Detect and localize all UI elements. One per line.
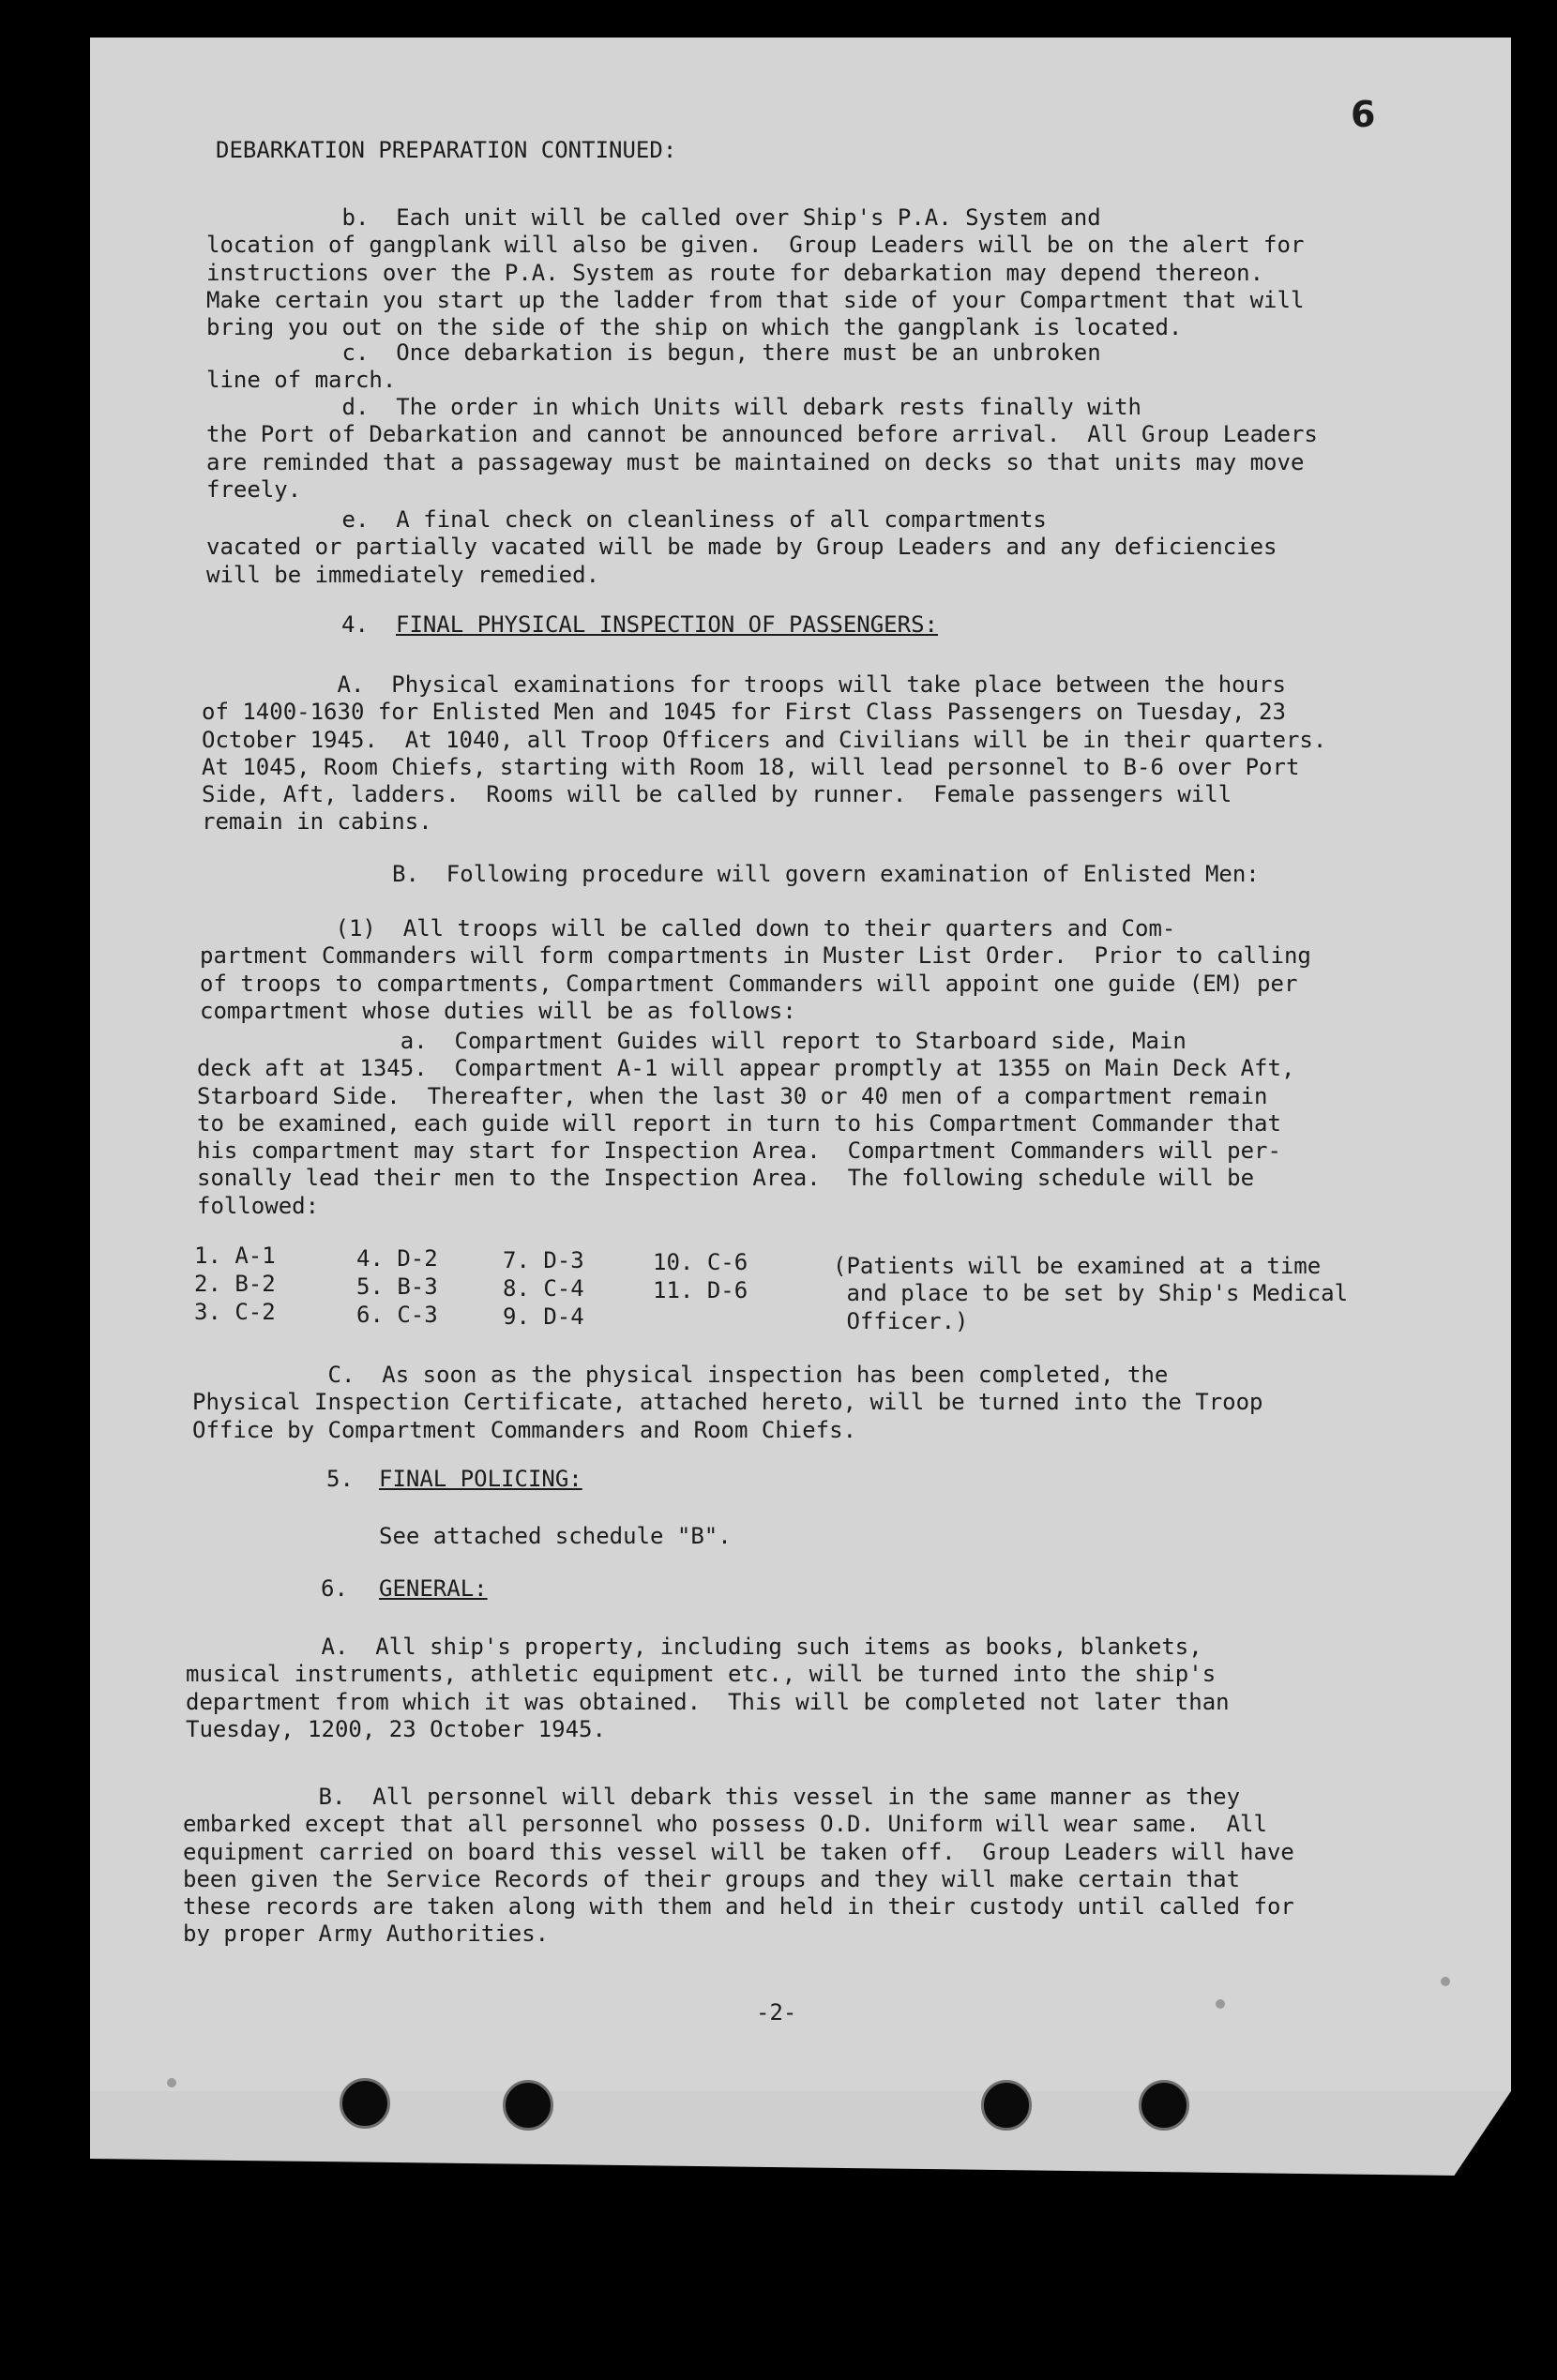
schedule-entry: 3. xyxy=(194,1299,221,1325)
punch-hole xyxy=(340,2078,390,2129)
schedule-compartment: C-3 xyxy=(397,1302,438,1328)
schedule-compartment: D-4 xyxy=(543,1303,584,1330)
section-4-paragraph-b-intro: B. Following procedure will govern examination of Enlisted Men: xyxy=(392,861,1260,887)
paragraph-e: e. A final check on cleanliness of all compartments vacated or partially vacated will be made by Group Leaders and any deficiencies will be immediately remedied. xyxy=(206,506,1277,588)
schedule-entry: 11. xyxy=(653,1277,694,1303)
schedule-compartment: C-6 xyxy=(706,1249,748,1275)
section-5-text: See attached schedule "B". xyxy=(379,1523,732,1549)
schedule-entry: 7. xyxy=(503,1247,530,1273)
schedule-compartment: D-2 xyxy=(397,1245,438,1272)
paper-speck xyxy=(1216,1999,1225,2009)
schedule-entry: 10. xyxy=(653,1249,694,1275)
section-4-title: FINAL PHYSICAL INSPECTION OF PASSENGERS: xyxy=(396,611,938,638)
schedule-compartment: D-6 xyxy=(706,1277,748,1303)
paper-speck xyxy=(1441,1977,1450,1986)
schedule-compartment: C-2 xyxy=(234,1299,276,1325)
section-6-paragraph-a: A. All ship's property, including such items as books, blankets, musical instruments, athletic equipment etc., will be turned into the ship's department from which it was obtained. This will be completed not later than Tuesday, 1200, 23 October 1945. xyxy=(186,1634,1230,1742)
paragraph-c: c. Once debarkation is begun, there must be an unbroken line of march. xyxy=(206,339,1101,394)
page-number: 6 xyxy=(1351,94,1376,135)
section-6-paragraph-b: B. All personnel will debark this vessel in the same manner as they embarked except that all personnel who possess O.D. Uniform will wear same. All equipment carried on board this vessel will be taken off. Group Leaders will have been given the Service Records of their groups and they will make certain that these records are taken along with them and held in their custody until called for by proper Army Authorities. xyxy=(183,1784,1294,1948)
paper-speck xyxy=(167,2078,176,2087)
schedule-entry: 2. xyxy=(194,1271,221,1297)
section-4-paragraph-c: C. As soon as the physical inspection has been completed, the Physical Inspection Certificate, attached hereto, will be turned into the Troop Office by Compartment Commanders and Room Chiefs. xyxy=(192,1362,1263,1443)
document-page-edge xyxy=(90,2091,1511,2176)
schedule-compartment: D-3 xyxy=(543,1247,584,1273)
paragraph-b: b. Each unit will be called over Ship's P.A. System and location of gangplank will also be given. Group Leaders will be on the alert for instructions over the P.A. System as route for debarkation may depend thereon. Make certain you start up the ladder from that side of your Compartment that will bring you out on the side of the ship on which the gangplank is located. xyxy=(206,204,1305,341)
schedule-entry: 6. xyxy=(356,1302,384,1328)
paragraph-d: d. The order in which Units will debark rests finally with the Port of Debarkation and cannot be announced before arrival. All Group Leaders are reminded that a passageway must be maintained on decks so that units may move freely. xyxy=(206,394,1318,503)
schedule-compartment: A-1 xyxy=(234,1243,276,1269)
section-4-number: 4. xyxy=(341,611,369,638)
section-5-number: 5. xyxy=(326,1466,354,1492)
punch-hole xyxy=(981,2080,1032,2131)
schedule-entry: 1. xyxy=(194,1243,221,1269)
punch-hole xyxy=(1139,2080,1189,2131)
schedule-note: (Patients will be examined at a time and place to be set by Ship's Medical Officer.) xyxy=(833,1253,1349,1334)
section-6-title: GENERAL: xyxy=(379,1575,488,1602)
section-6-number: 6. xyxy=(321,1575,348,1602)
schedule-entry: 4. xyxy=(356,1245,384,1272)
schedule-compartment: C-4 xyxy=(543,1275,584,1302)
section-4-item-1a: a. Compartment Guides will report to Starboard side, Main deck aft at 1345. Compartment A-1 will appear promptly at 1355 on Main Deck Aft, Starboard Side. Thereafter, when the last 30 or 40 men of a compartment remain to be examined, each guide will report in turn to his Compartment Commander that his compartment may start for Inspection Area. Compartment Commanders will per- sonally lead their men to the Inspection Area. The following schedule will be followed: xyxy=(197,1028,1295,1219)
page-footer: -2- xyxy=(756,1999,797,2026)
section-4-paragraph-a: A. Physical examinations for troops will take place between the hours of 1400-1630 for Enlisted Men and 1045 for First Class Passengers on Tuesday, 23 October 1945. At 1040, all Troop Officers and Civilians will be in their quarters. At 1045, Room Chiefs, starting with Room 18, will lead personnel to B-6 over Port Side, Aft, ladders. Rooms will be called by runner. Female passengers will remain in cabins. xyxy=(202,671,1327,836)
schedule-entry: 8. xyxy=(503,1275,530,1302)
page-heading: DEBARKATION PREPARATION CONTINUED: xyxy=(216,137,677,163)
schedule-compartment: B-3 xyxy=(397,1273,438,1300)
schedule-entry: 9. xyxy=(503,1303,530,1330)
punch-hole xyxy=(503,2080,553,2131)
schedule-entry: 5. xyxy=(356,1273,384,1300)
section-5-title: FINAL POLICING: xyxy=(379,1466,582,1492)
schedule-compartment: B-2 xyxy=(234,1271,276,1297)
section-4-item-1: (1) All troops will be called down to their quarters and Com- partment Commanders will form compartments in Muster List Order. Prior to calling of troops to compartments, Compartment Commanders will appoint one guide (EM) per compartment whose duties will be as follows: xyxy=(200,915,1311,1024)
